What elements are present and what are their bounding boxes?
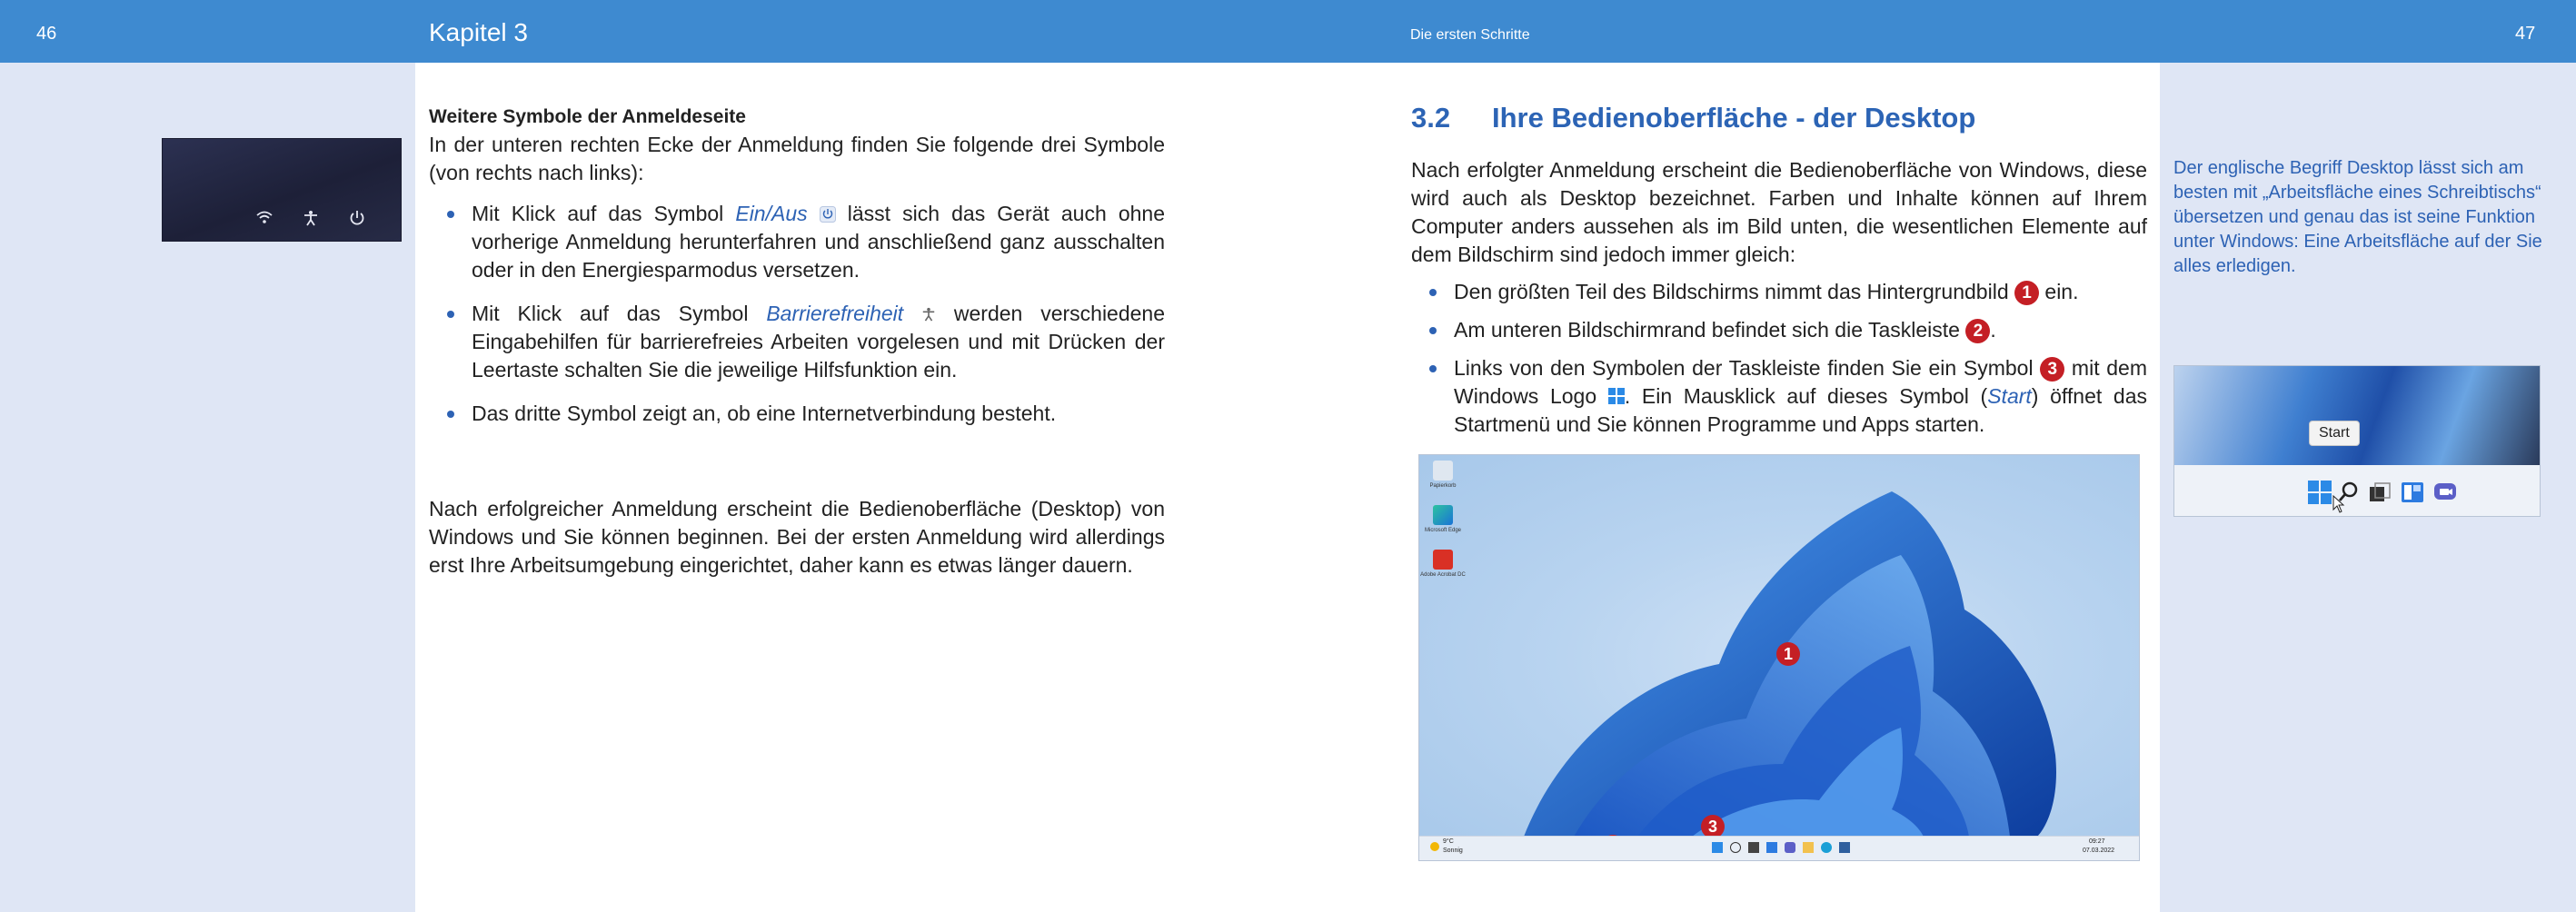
accessibility-icon: [921, 302, 936, 325]
chapter-title: Kapitel 3: [429, 18, 528, 46]
desktop-icon-label: Adobe Acrobat DC: [1420, 572, 1466, 578]
list-item: Mit Klick auf das Symbol Barrierefreiheit werden verschiedene Eingabehilfen für barrierefreies Arbeiten vorgelesen und mit Drücken der Leertaste schalten Sie die jeweilige Hilfsfunktion ein.: [429, 300, 1165, 384]
section-title: Ihre Bedienoberfläche - der Desktop: [1492, 102, 1976, 134]
right-column: [1411, 156, 2147, 454]
windows-logo-icon[interactable]: [2307, 480, 2332, 505]
right-bullet-list: [1411, 278, 2147, 439]
chat-icon[interactable]: [1785, 842, 1795, 853]
right-intro: Nach erfolgter Anmeldung erscheint die Bedienoberfläche von Windows, diese wird auch als Desktop bezeichnet. Farben und Inhalte können auf Ihrem Computer anders aussehen als im Bild unten, die wesentlichen Elemente auf dem Bildschirm sind jedoch immer gleich:: [1411, 158, 2147, 266]
callout-badge: 1: [1776, 642, 1800, 666]
right-running-title: Die ersten Schritte: [1410, 27, 1530, 43]
left-heading: Weitere Symbole der Anmeldeseite: [429, 106, 746, 127]
page-header: [0, 0, 2576, 63]
desktop-icon-label: Microsoft Edge: [1424, 528, 1462, 533]
left-paragraph: Nach erfolgreicher Anmeldung erscheint die Bedienoberfläche (Desktop) von Windows und Sie können beginnen. Bei der ersten Anmeldung wird allerdings erst Ihre Arbeitsumgebung eingerichtet, daher kann es etwas länger dauern.: [429, 497, 1165, 577]
term-ein-aus: Ein/Aus: [735, 202, 808, 225]
right-page-number: 47: [2515, 24, 2536, 44]
list-item: Das dritte Symbol zeigt an, ob eine Internetverbindung besteht.: [429, 400, 1165, 428]
login-icons-screenshot: [162, 138, 402, 242]
number-badge: 3: [2040, 357, 2064, 382]
clock-date: 07.03.2022: [2083, 848, 2115, 854]
edge-taskbar-icon[interactable]: [1821, 842, 1832, 853]
wallpaper-crop: [2174, 366, 2540, 465]
clock-time: 09:27: [2089, 838, 2105, 845]
desktop-icon-label: Papierkorb: [1429, 483, 1457, 489]
term-barrierefreiheit: Barrierefreiheit: [766, 302, 904, 325]
list-item: Mit Klick auf das Symbol Ein/Aus lässt sich das Gerät auch ohne vorherige Anmeldung herunterfahren und anschließend ganz ausschalten oder in den Energiesparmodus versetzen.: [429, 200, 1165, 284]
windows-logo-icon: [1608, 383, 1625, 400]
task-view-icon[interactable]: [1748, 842, 1759, 853]
weather-temp: 9°C: [1443, 838, 1454, 845]
start-button[interactable]: [1712, 842, 1723, 853]
power-icon: [820, 202, 836, 225]
section-number: 3.2: [1411, 102, 1451, 134]
callout-badge: 3: [1701, 815, 1725, 838]
taskbar: [1419, 836, 2139, 860]
desktop-screenshot: [1418, 454, 2140, 861]
list-item: Links von den Symbolen der Taskleiste finden Sie ein Symbol 3 mit dem Windows Logo . Ein Mausklick auf dieses Symbol (Start) öffnet das Startmenü und Sie können Programme und Apps starten.: [1411, 354, 2147, 439]
left-page-number: 46: [36, 24, 57, 44]
number-badge: 1: [2014, 281, 2039, 305]
taskbar-zoom-screenshot: [2173, 365, 2541, 517]
term-start: Start: [1987, 384, 2032, 408]
acrobat-icon[interactable]: [1433, 550, 1453, 570]
search-icon[interactable]: [1730, 842, 1741, 853]
accessibility-icon: [303, 210, 319, 229]
mouse-cursor-icon: [2332, 495, 2345, 517]
power-icon: [349, 210, 365, 229]
wifi-icon: [255, 210, 274, 227]
chat-icon[interactable]: [2432, 480, 2458, 505]
widgets-icon[interactable]: [1766, 842, 1777, 853]
start-tooltip: Start: [2309, 421, 2360, 446]
list-item: Den größten Teil des Bildschirms nimmt das Hintergrundbild 1 ein.: [1411, 278, 2147, 306]
left-column: [429, 103, 1165, 443]
left-bullet-list: [429, 200, 1165, 428]
edge-icon[interactable]: [1433, 505, 1453, 525]
file-explorer-icon[interactable]: [1803, 842, 1814, 853]
store-icon[interactable]: [1839, 842, 1850, 853]
weather-icon: [1430, 842, 1439, 851]
left-intro: In der unteren rechten Ecke der Anmeldung finden Sie folgende drei Symbole (von rechts nach links):: [429, 133, 1165, 184]
widgets-icon[interactable]: [2400, 480, 2425, 505]
margin-note: Der englische Begriff Desktop lässt sich am besten mit „Arbeitsfläche eines Schreibtischs“ übersetzen und genau das ist seine Funktion unter Windows: Eine Arbeitsfläche auf der Sie alles erledigen.: [2173, 158, 2542, 276]
weather-desc: Sonnig: [1443, 848, 1463, 854]
list-item: Am unteren Bildschirmrand befindet sich die Taskleiste 2 .: [1411, 316, 2147, 344]
recycle-bin-icon[interactable]: [1433, 461, 1453, 481]
number-badge: 2: [1965, 319, 1990, 343]
task-view-icon[interactable]: [2367, 480, 2392, 505]
